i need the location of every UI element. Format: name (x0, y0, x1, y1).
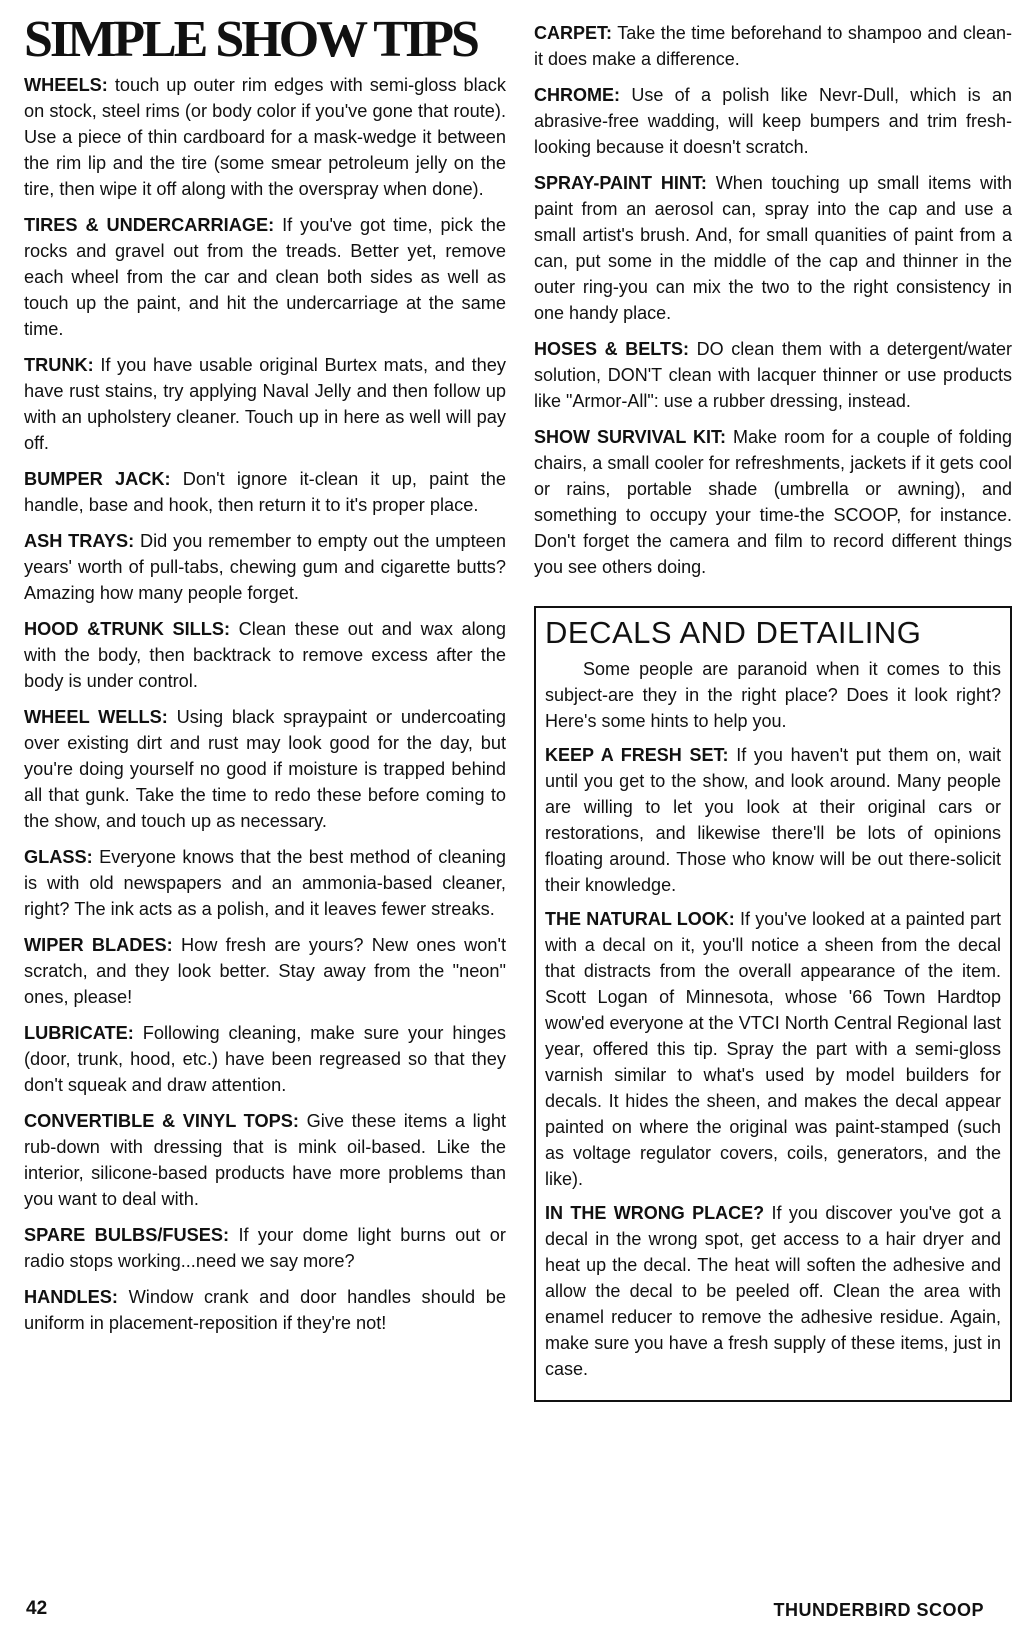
tip-paragraph (534, 20, 1012, 72)
tip-heading: SPARE BULBS/FUSES: (24, 1225, 230, 1245)
tip-heading: CONVERTIBLE & VINYL TOPS: (24, 1111, 299, 1131)
tip-heading: TRUNK: (24, 355, 94, 375)
tip-paragraph (24, 72, 506, 202)
tip-paragraph (534, 424, 1012, 580)
sidebar-tips-list (545, 742, 1001, 1382)
tip-paragraph (24, 466, 506, 518)
tip-paragraph (24, 932, 506, 1010)
tip-text: If you discover you've got a decal in the wrong spot, get access to a hair dryer and heat up the decal. The heat will soften the adhesive and allow the decal to be peeled off. Clean the area with enamel reducer to remove the adhesive residue. Again, make sure you have a fresh supply of these items, just in case. (545, 1203, 1001, 1379)
tip-heading: TIRES & UNDERCARRIAGE: (24, 215, 275, 235)
tip-text: Take the time beforehand to shampoo and clean-it does make a difference. (534, 23, 1012, 69)
tip-text: Window crank and door handles should be uniform in placement-reposition if they're not! (24, 1287, 506, 1333)
tip-heading: BUMPER JACK: (24, 469, 171, 489)
tip-paragraph (545, 906, 1001, 1192)
tip-paragraph (534, 336, 1012, 414)
tip-paragraph (24, 1020, 506, 1098)
tip-heading: ASH TRAYS: (24, 531, 135, 551)
tip-heading: CARPET: (534, 23, 613, 43)
tip-heading: HANDLES: (24, 1287, 118, 1307)
tip-paragraph (24, 528, 506, 606)
tip-text: Following cleaning, make sure your hinges (door, trunk, hood, etc.) have been regreased so that they don't squeak and draw attention. (24, 1023, 506, 1095)
page-number: 42 (26, 1598, 48, 1619)
tip-paragraph (534, 82, 1012, 160)
tip-text: touch up outer rim edges with semi-gloss black on stock, steel rims (or body color if you've gone that route). Use a piece of thin cardboard for a mask-wedge it between the rim lip and the tire (some smear petroleum jelly on the tire, then wipe it off along with the overspray when done). (24, 75, 506, 199)
tip-text: Give these items a light rub-down with dressing that is mink oil-based. Like the interior, silicone-based products have more problems than you want to deal with. (24, 1111, 506, 1209)
sidebar-intro: Some people are paranoid when it comes to this subject-are they in the right place? Does it look right? Here's some hints to help you. (545, 659, 1001, 731)
tip-heading: LUBRICATE: (24, 1023, 134, 1043)
page-title: SIMPLE SHOW TIPS (24, 11, 477, 68)
tip-paragraph (24, 616, 506, 694)
tip-paragraph (24, 844, 506, 922)
tip-text: Everyone knows that the best method of cleaning is with old newspapers and an ammonia-based cleaner, right? The ink acts as a polish, and it leaves fewer streaks. (24, 847, 506, 919)
tip-heading: HOOD &TRUNK SILLS: (24, 619, 231, 639)
decals-sidebar-box (534, 606, 1012, 1402)
tip-heading: WHEELS: (24, 75, 108, 95)
tip-text: When touching up small items with paint from an aerosol can, spray into the cap and use a small artist's brush. And, for small quanities of paint from a can, put some in the middle of the cap and thinner in the outer ring-you can mix the two to the right consistency in one handy place. (534, 173, 1012, 323)
tip-text: Did you remember to empty out the umpteen years' worth of pull-tabs, chewing gum and cigarette butts? Amazing how many people forget. (24, 531, 506, 603)
right-column (534, 0, 1012, 1402)
tip-heading: SHOW SURVIVAL KIT: (534, 427, 726, 447)
tip-paragraph (24, 352, 506, 456)
left-tips-list (24, 72, 506, 1336)
tip-heading: CHROME: (534, 85, 620, 105)
tip-paragraph (534, 170, 1012, 326)
tip-heading: IN THE WRONG PLACE? (545, 1203, 765, 1223)
tip-heading: THE NATURAL LOOK: (545, 909, 735, 929)
tip-paragraph (545, 742, 1001, 898)
tip-text: Using black spraypaint or undercoating over existing dirt and rust may look good for the day, but you're doing yourself no good if moisture is trapped behind all that gunk. Take the time to redo these before coming to the show, and touch up as necessary. (24, 707, 506, 831)
tip-paragraph (24, 704, 506, 834)
tip-text: How fresh are yours? New ones won't scratch, and they look better. Stay away from the "neon" ones, please! (24, 935, 507, 1007)
tip-text: Use of a polish like Nevr-Dull, which is an abrasive-free wadding, will keep bumpers and trim fresh-looking because it doesn't scratch. (534, 85, 1012, 157)
tip-text: If your dome light burns out or radio stops working...need we say more? (24, 1225, 506, 1271)
tip-paragraph (545, 1200, 1001, 1382)
sidebar-title: DECALS AND DETAILING (545, 615, 922, 650)
tip-text: If you've got time, pick the rocks and gravel out from the treads. Better yet, remove each wheel from the car and clean both sides as well as touch up the paint, and hit the undercarriage at the same time. (24, 215, 507, 339)
tip-heading: HOSES & BELTS: (534, 339, 689, 359)
tip-paragraph (24, 1222, 506, 1274)
tip-text: If you've looked at a painted part with a decal on it, you'll notice a sheen from the decal that distracts from the overall appearance of the item. Scott Logan of Minnesota, whose '66 Town Hardtop wow'ed everyone at the VTCI North Central Regional last year, offered this tip. Spray the part with a semi-gloss varnish similar to what's used by model builders for decals. It hides the sheen, and makes the decal appear painted on where the original was paint-stamped (such as voltage regulator covers, coils, generators, and the like). (545, 909, 1001, 1189)
tip-text: DO clean them with a detergent/water solution, DON'T clean with lacquer thinner or use products like "Armor-All": use a rubber dressing, instead. (534, 339, 1012, 411)
tip-text: Make room for a couple of folding chairs, a small cooler for refreshments, jackets if it gets cool or rains, portable shade (umbrella or awning), and something to occupy your time-the SCOOP, for instance. Don't forget the camera and film to record different things you see others doing. (534, 427, 1012, 577)
publication-name: THUNDERBIRD SCOOP (773, 1600, 984, 1620)
tip-paragraph (24, 1284, 506, 1336)
tip-paragraph (24, 1108, 506, 1212)
tip-text: Clean these out and wax along with the body, then backtrack to remove excess after the body is under control. (24, 619, 506, 691)
tip-heading: SPRAY-PAINT HINT: (534, 173, 707, 193)
tip-text: If you have usable original Burtex mats, and they have rust stains, try applying Naval Jelly and then follow up with an upholstery cleaner. Touch up in here as well will pay off. (24, 355, 506, 453)
tip-text: If you haven't put them on, wait until you get to the show, and look around. Many people are willing to let you look at their original cars or restorations, and likewise there'll be lots of opinions floating around. Those who know will be out there-solicit their knowledge. (545, 745, 1001, 895)
tip-heading: WHEEL WELLS: (24, 707, 168, 727)
left-column (24, 0, 506, 1346)
tip-heading: WIPER BLADES: (24, 935, 173, 955)
tip-paragraph (24, 212, 506, 342)
tip-text: Don't ignore it-clean it up, paint the handle, base and hook, then return it to it's proper place. (24, 469, 506, 515)
tip-heading: GLASS: (24, 847, 93, 867)
tip-heading: KEEP A FRESH SET: (545, 745, 729, 765)
right-tips-list (534, 20, 1012, 580)
